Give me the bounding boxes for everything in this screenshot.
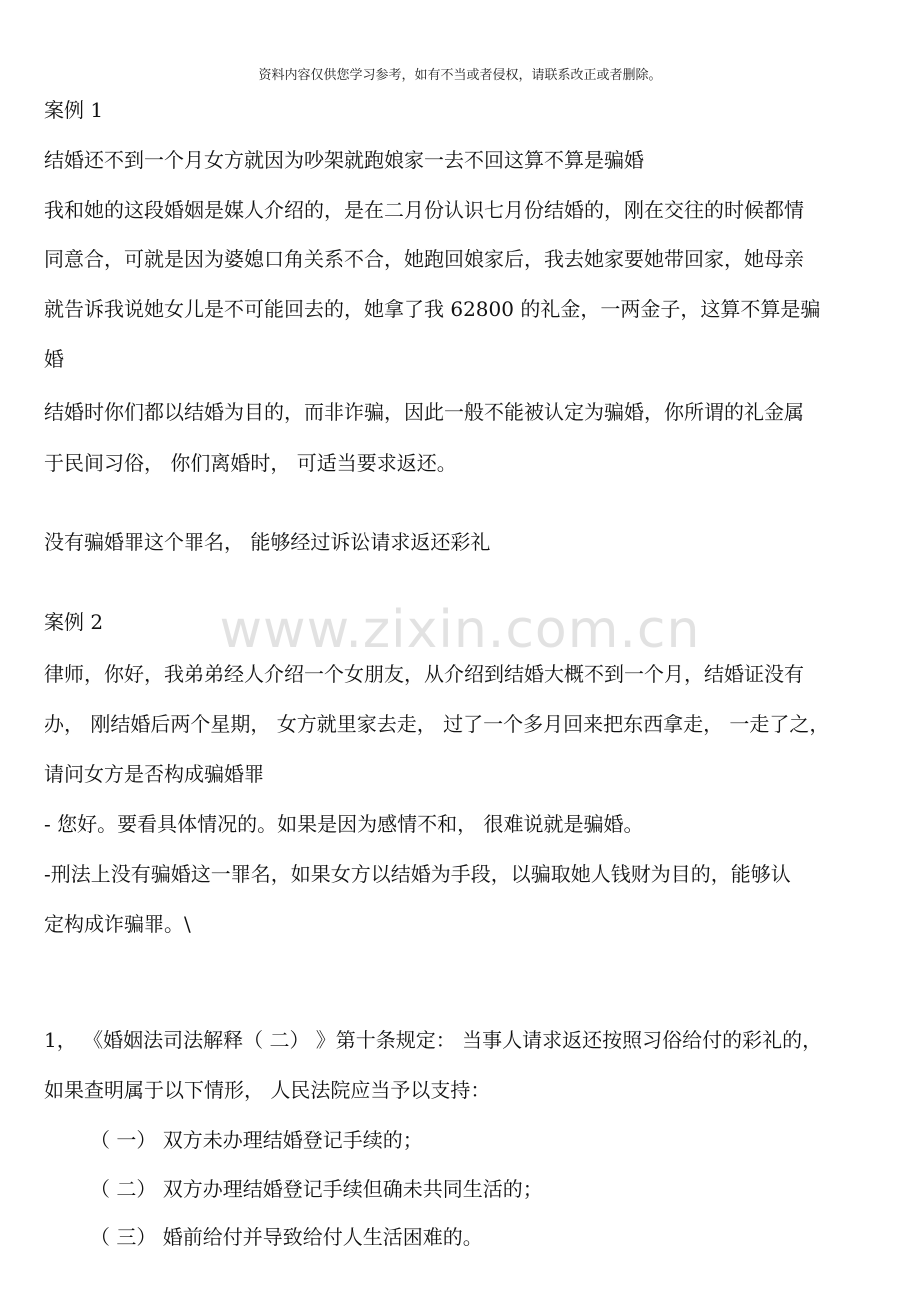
case2-reply-1: - 您好。要看具体情况的。如果是因为感情不和， 很难说就是骗婚。 bbox=[44, 812, 644, 836]
law-text-line: 如果查明属于以下情形， 人民法院应当予以支持： bbox=[44, 1078, 491, 1102]
case1-story-line: 同意合，可就是因为婆媳口角关系不合，她跑回娘家后，我去她家要她带回家，她母亲 bbox=[44, 247, 804, 271]
case2-question-line: 请问女方是否构成骗婚罪 bbox=[44, 762, 264, 786]
law-list-item: （ 二） 双方办理结婚登记手续但确未共同生活的； bbox=[90, 1177, 543, 1201]
case2-reply-2-line: -刑法上没有骗婚这一罪名，如果女方以结婚为手段，以骗取她人钱财为目的，能够认 bbox=[44, 862, 791, 886]
case1-question-title: 结婚还不到一个月女方就因为吵架就跑娘家一去不回这算不算是骗婚 bbox=[44, 148, 644, 172]
case1-answer-line: 结婚时你们都以结婚为目的，而非诈骗，因此一般不能被认定为骗婚，你所谓的礼金属 bbox=[44, 400, 804, 424]
law-list-item: （ 三） 婚前给付并导致给付人生活困难的。 bbox=[90, 1225, 483, 1249]
disclaimer-header: 资料内容仅供您学习参考，如有不当或者侵权，请联系改正或者删除。 bbox=[258, 68, 662, 83]
case1-story-line: 就告诉我说她女儿是不可能回去的，她拿了我 62800 的礼金，一两金子，这算不算是骗 bbox=[44, 297, 821, 321]
case2-heading: 案例 2 bbox=[44, 610, 104, 634]
case1-conclusion: 没有骗婚罪这个罪名， 能够经过诉讼请求返还彩礼 bbox=[44, 530, 491, 554]
case2-reply-2-line: 定构成诈骗罪。\ bbox=[44, 912, 191, 936]
watermark-text: www.zixin.com.cn bbox=[219, 600, 701, 660]
case1-story-line: 婚 bbox=[44, 347, 64, 371]
case2-question-line: 办， 刚结婚后两个星期， 女方就里家去走， 过了一个多月回来把东西拿走， 一走了之， bbox=[44, 712, 830, 736]
law-list-item: （ 一） 双方未办理结婚登记手续的； bbox=[90, 1128, 423, 1152]
case1-story-line: 我和她的这段婚姻是媒人介绍的，是在二月份认识七月份结婚的，刚在交往的时候都情 bbox=[44, 198, 804, 222]
case2-question-line: 律师，你好，我弟弟经人介绍一个女朋友，从介绍到结婚大概不到一个月，结婚证没有 bbox=[44, 662, 804, 686]
case1-heading: 案例 1 bbox=[44, 98, 104, 122]
case1-answer-line: 于民间习俗， 你们离婚时， 可适当要求返还。 bbox=[44, 451, 457, 475]
law-text-line: 1， 《婚姻法司法解释（ 二） 》第十条规定： 当事人请求返还按照习俗给付的彩礼的， bbox=[44, 1028, 823, 1052]
